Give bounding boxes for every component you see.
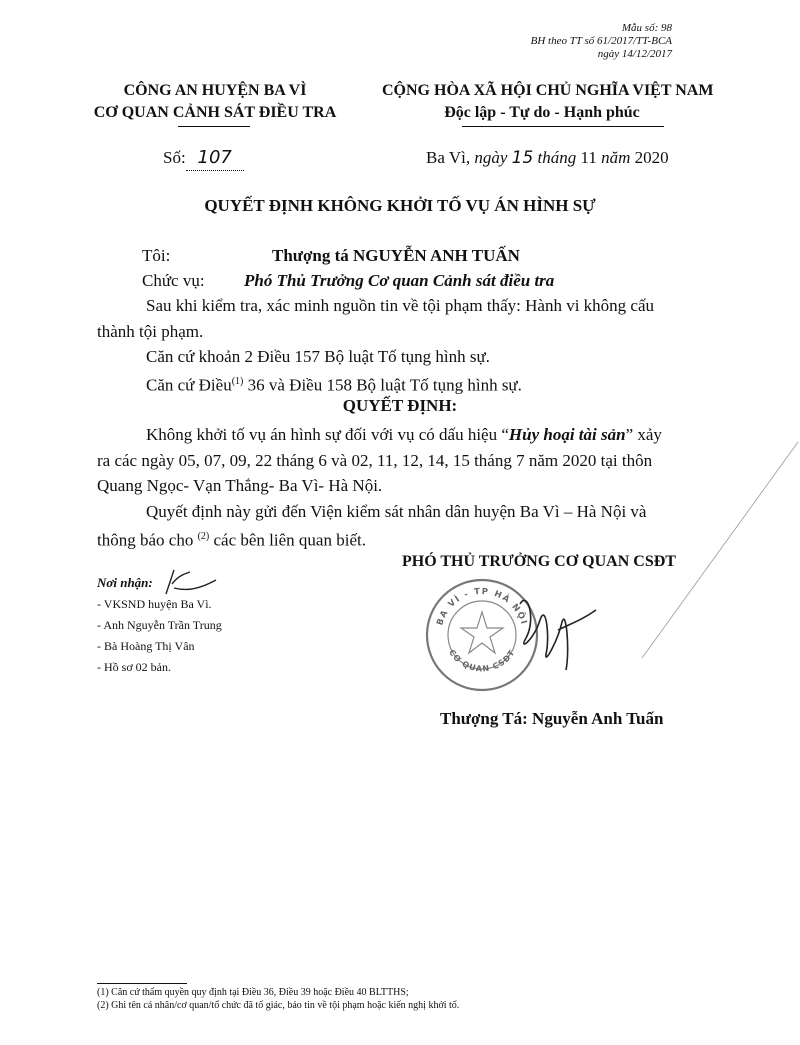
motto-underline: [462, 126, 664, 127]
date-month: 11: [580, 148, 597, 167]
officer-position-label: Chức vụ:: [142, 271, 205, 290]
date-year: 2020: [634, 148, 669, 167]
recipient-item: - Anh Nguyễn Trần Trung: [97, 618, 222, 632]
decision-line5: [97, 525, 366, 553]
state-line1: CỘNG HÒA XÃ HỘI CHỦ NGHĨA VIỆT NAM: [382, 82, 714, 99]
form-circular: BH theo TT số 61/2017/TT-BCA: [530, 35, 672, 47]
date-place: Ba Vì,: [426, 148, 471, 167]
handwritten-signature: [500, 580, 610, 690]
state-header: [382, 80, 714, 124]
footnote-ref-2: (2): [197, 531, 210, 542]
initials-signature: [160, 566, 220, 602]
agency-line1: CÔNG AN HUYỆN BA VÌ: [123, 82, 307, 99]
date-day: 15: [511, 148, 534, 168]
form-date: ngày 14/12/2017: [597, 48, 672, 60]
recipient-item: - Bà Hoàng Thị Vân: [97, 639, 195, 653]
decision-line1-a: Không khởi tố vụ án hình sự đối với vụ có dấu hiệu “: [146, 425, 509, 444]
agency-underline: [178, 126, 250, 127]
form-reference: [531, 22, 672, 61]
offence-name: Hủy hoại tài sản: [508, 425, 626, 444]
footnote-2: (2) Ghi tên cá nhân/cơ quan/tổ chức đã tố giác, báo tin về tội phạm hoặc kiến nghị khởi tố.: [97, 1000, 460, 1011]
para-1-line1: Sau khi kiểm tra, xác minh nguồn tin về tội phạm thấy: Hành vi không cấu: [146, 296, 655, 315]
decision-heading: QUYẾT ĐỊNH:: [342, 396, 458, 415]
decision-line5-b: các bên liên quan biết.: [209, 530, 366, 550]
number-value: 107: [186, 146, 244, 171]
number-label: Số:: [163, 148, 186, 167]
stray-line: [640, 440, 800, 660]
signer-name: Thượng Tá: Nguyễn Anh Tuấn: [440, 709, 664, 728]
seal-top-text: BA VÌ - TP HÀ NỘI: [435, 586, 529, 627]
document-number: [163, 146, 244, 171]
para-2: Căn cứ khoản 2 Điều 157 Bộ luật Tố tụng hình sự.: [146, 347, 490, 366]
recipient-item: - VKSND huyện Ba Vì.: [97, 597, 212, 611]
decision-line1-b: ” xảy: [625, 425, 662, 444]
decision-line5-a: thông báo cho: [97, 530, 198, 550]
form-number: Mẫu số: 98: [621, 22, 672, 34]
officer-name: Thượng tá NGUYỄN ANH TUẤN: [272, 246, 520, 265]
recipient-item: - Hồ sơ 02 bản.: [97, 660, 172, 674]
agency-header: [80, 80, 350, 124]
footnote-ref-1: (1): [231, 376, 244, 387]
para-3: [146, 370, 522, 398]
decision-line2: ra các ngày 05, 07, 09, 22 tháng 6 và 02, 11, 12, 14, 15 tháng 7 năm 2020 tại thôn: [97, 451, 653, 470]
seal-star-icon: [461, 612, 503, 653]
officer-position: Phó Thủ Trưởng Cơ quan Cảnh sát điều tra: [244, 271, 555, 290]
date-year-label: năm: [601, 148, 631, 167]
date-month-label: tháng: [537, 148, 577, 167]
footnote-separator: [97, 983, 187, 984]
para-1-line2: thành tội phạm.: [97, 322, 204, 341]
document-title: QUYẾT ĐỊNH KHÔNG KHỞI TỐ VỤ ÁN HÌNH SỰ: [204, 196, 596, 215]
decision-line3: Quang Ngọc- Vạn Thắng- Ba Vì- Hà Nội.: [97, 476, 383, 495]
date-day-label: ngày: [474, 148, 508, 167]
document-date: [426, 146, 669, 170]
seal-bottom-text: CƠ QUAN CSĐT: [447, 648, 517, 674]
state-motto: Độc lập - Tự do - Hạnh phúc: [444, 104, 640, 121]
decision-line1: [146, 423, 662, 447]
footnote-1: (1) Căn cứ thẩm quyền quy định tại Điều 36, Điều 39 hoặc Điều 40 BLTTHS;: [97, 987, 409, 998]
recipients-label: Nơi nhận:: [97, 575, 153, 590]
decision-line4: Quyết định này gửi đến Viện kiểm sát nhân dân huyện Ba Vì – Hà Nội và: [146, 502, 647, 521]
officer-toi-label: Tôi:: [142, 246, 171, 265]
signer-title: PHÓ THỦ TRƯỞNG CƠ QUAN CSĐT: [402, 553, 676, 570]
agency-line2: CƠ QUAN CẢNH SÁT ĐIỀU TRA: [93, 104, 337, 121]
para-3-text-a: Căn cứ Điều: [146, 375, 232, 395]
para-3-text-b: 36 và Điều 158 Bộ luật Tố tụng hình sự.: [243, 375, 522, 395]
